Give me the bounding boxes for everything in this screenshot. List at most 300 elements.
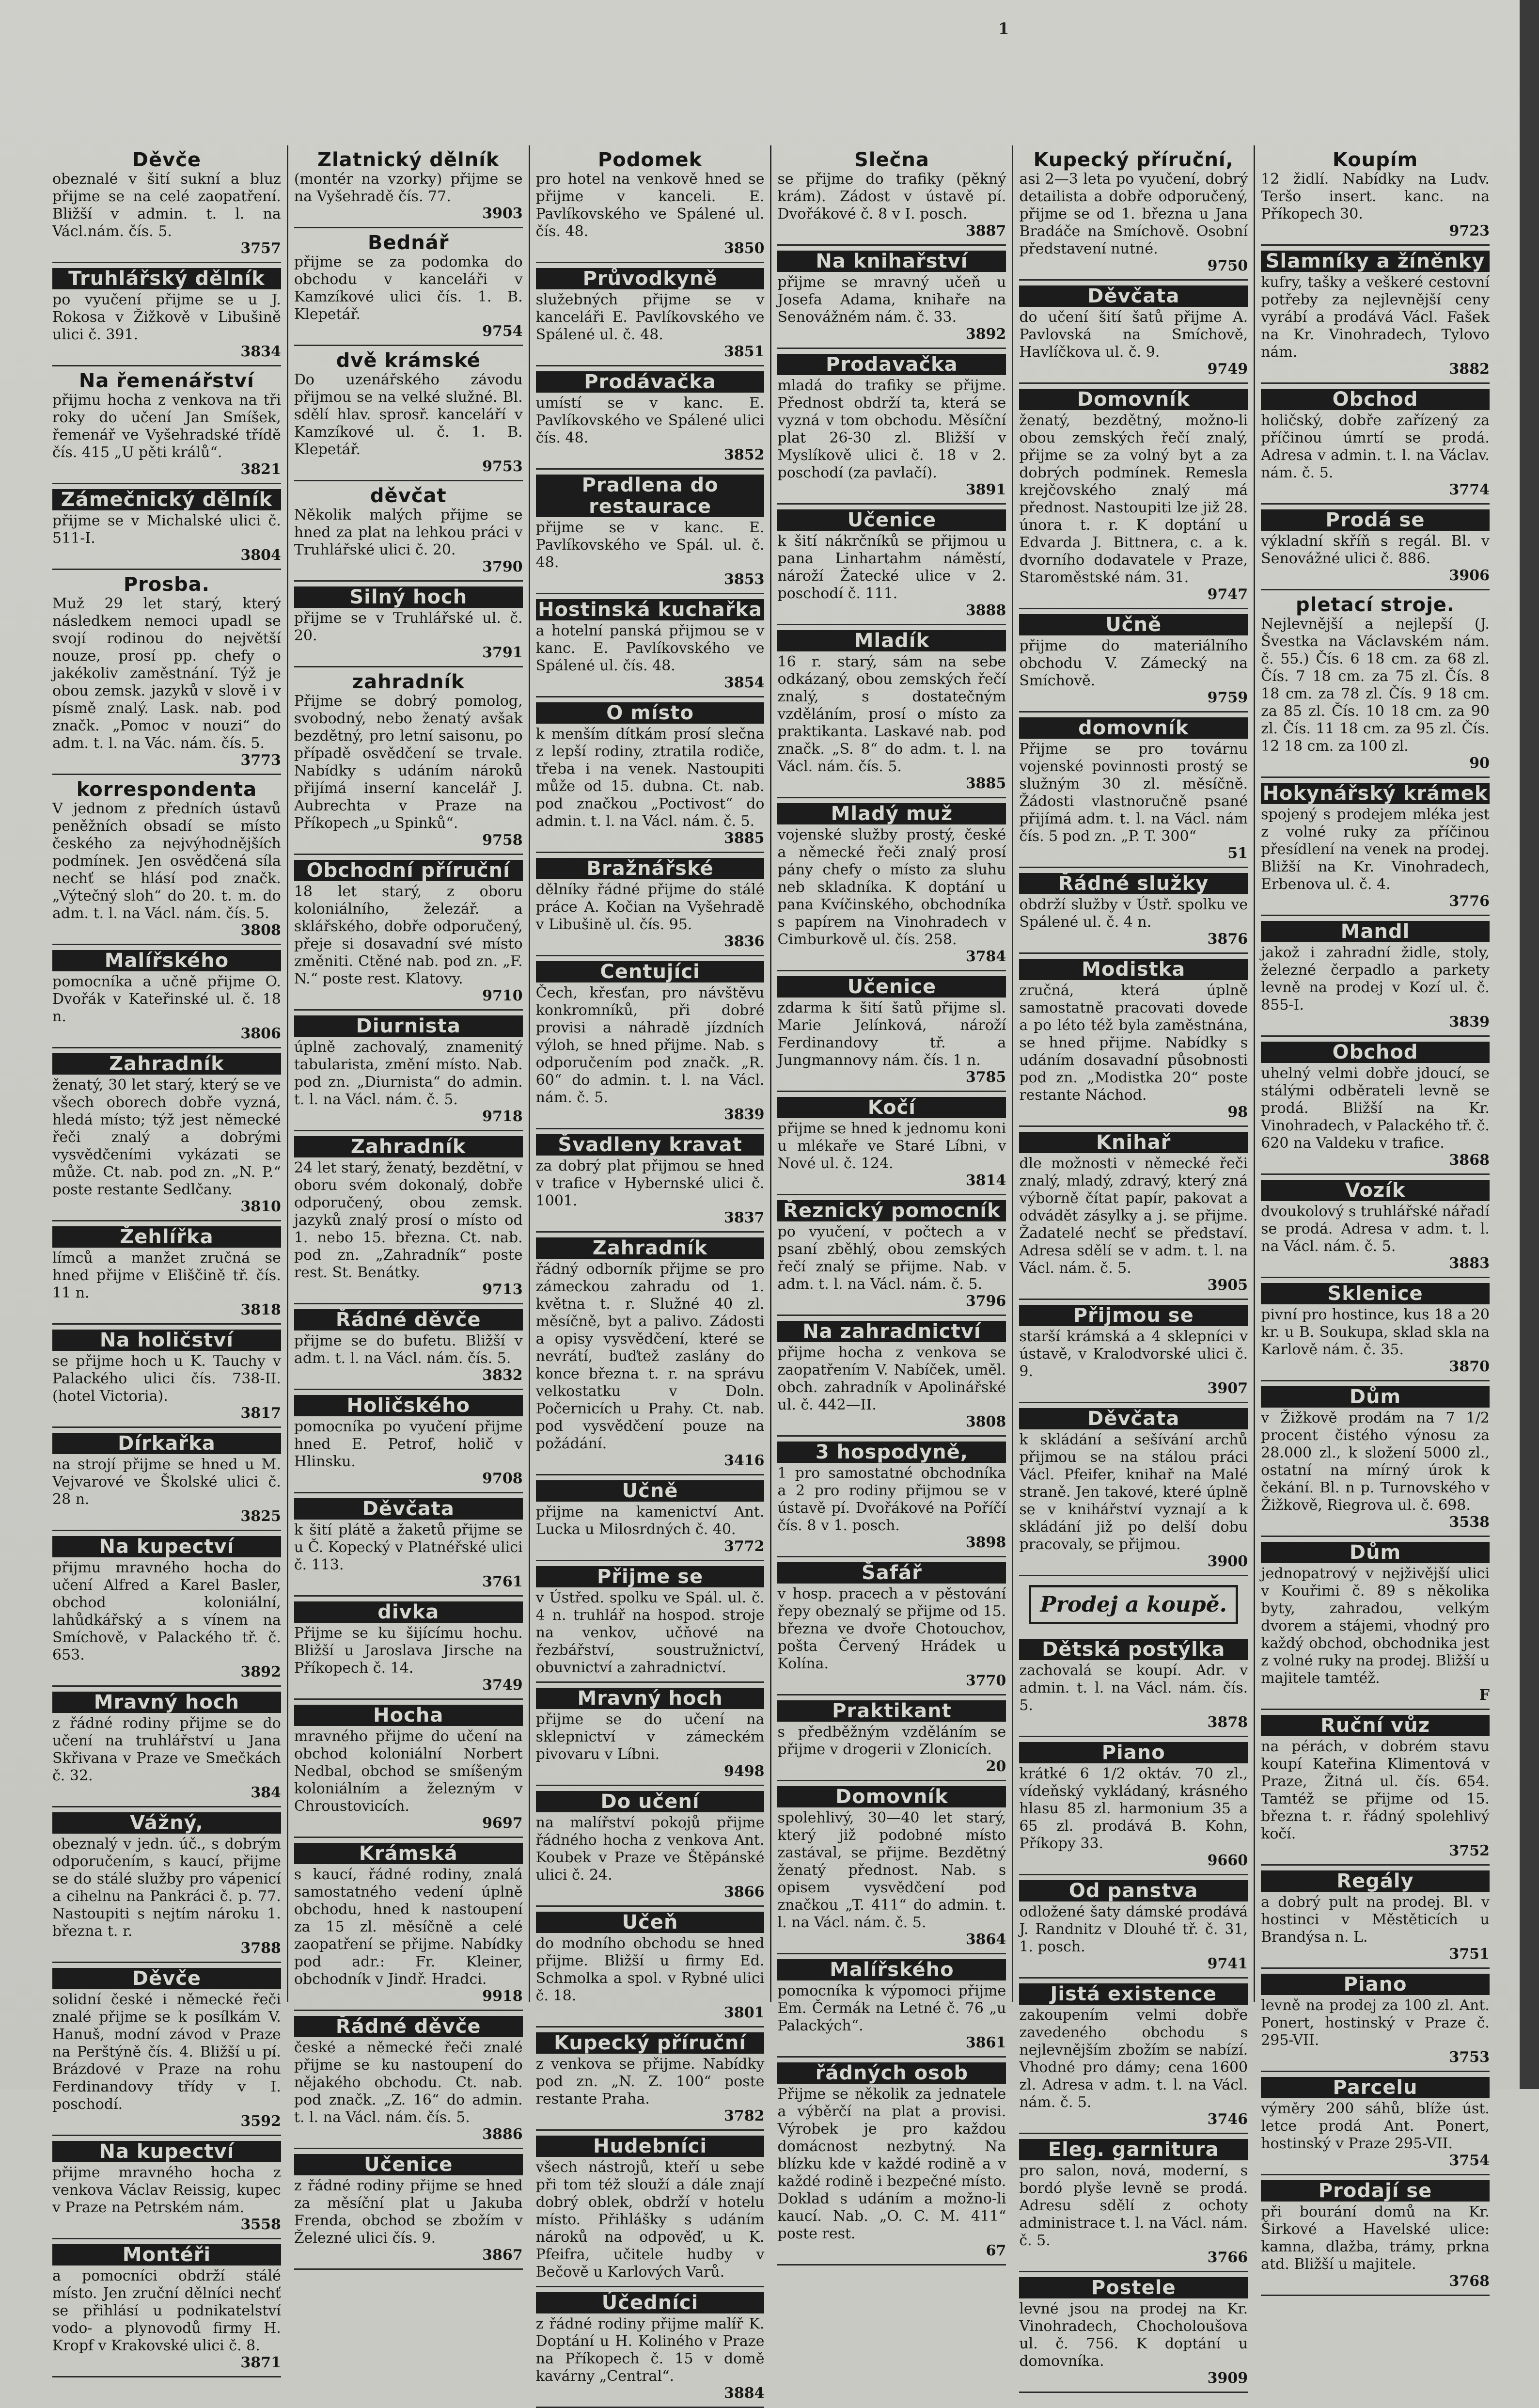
- ad-heading: Děvčata: [1019, 285, 1248, 307]
- ad-heading: Koupím: [1332, 149, 1418, 171]
- ad-number: 3538: [1449, 1514, 1490, 1531]
- ad-number: 3891: [965, 481, 1006, 498]
- ad-heading: Slečna: [854, 149, 929, 171]
- classified-ad: [777, 2058, 1006, 2265]
- ad-heading: O místo: [536, 702, 765, 724]
- ad-heading: Slamníky a žíněnky: [1261, 251, 1490, 272]
- ad-number: 3832: [482, 1367, 523, 1384]
- ad-text: odložené šaty dámské prodává J. Randnitz v Dlouhé tř. č. 31, 1. posch.: [1019, 1903, 1248, 1955]
- classified-ad: [1261, 145, 1490, 246]
- classified-ad: [294, 481, 523, 582]
- classified-ad: [1019, 2134, 1248, 2272]
- classified-ad: [1019, 384, 1248, 609]
- classified-ad: [1261, 590, 1490, 778]
- ad-text: na strojí přijme se hned u M. Vejvarové ve Školské ulici č. 28 n.: [52, 1456, 281, 1508]
- ad-text: k šití plátě a žaketů přijme se u Č. Kopecký v Platnéřské ulici č. 113.: [294, 1521, 523, 1573]
- classified-ad: [1019, 609, 1248, 713]
- ad-number: 3416: [723, 1452, 765, 1469]
- classified-ad: [52, 1048, 281, 1221]
- ad-number: 3892: [240, 1663, 281, 1680]
- ad-number: 3753: [1449, 2049, 1490, 2066]
- ad-number: 3888: [965, 602, 1006, 619]
- ad-number: 3900: [1207, 1553, 1248, 1570]
- ad-text: přijme se hned k jednomu koni u mlékaře ve Staré Líbni, v Nové ul. č. 124.: [777, 1120, 1006, 1172]
- ad-number: 3761: [482, 1573, 523, 1590]
- ad-text: 1 pro samostatné obchodníka a 2 pro rodiny přijmou se v ústavě pí. Dvořákové na Poříčí čís. 8 v 1. posch.: [777, 1465, 1006, 1534]
- classified-ad: [52, 2136, 281, 2239]
- classified-ad: [52, 1325, 281, 1428]
- classified-ad: [1261, 1278, 1490, 1381]
- classified-ad: [777, 349, 1006, 505]
- ad-text: české a německé řeči znalé přijme se ku nastoupení do nějakého obchodu. Ct. nab. pod značk. „Z. 16“ do admin. t. l. na Václ. nám. čís. 5.: [294, 2039, 523, 2126]
- ad-heading: Obchod: [1261, 1042, 1490, 1063]
- ad-text: pomocníka a učně přijme O. Dvořák v Kateřinské ul. č. 18 n.: [52, 973, 281, 1025]
- ad-number: 3825: [240, 1508, 281, 1525]
- ad-text: pomocníka k výpomoci přijme Em. Čermák na Letné č. 76 „u Palackých“.: [777, 1982, 1006, 2034]
- ad-heading: Dům: [1261, 1386, 1490, 1408]
- ad-heading: Parcelu: [1261, 2077, 1490, 2098]
- ad-heading: Ruční vůz: [1261, 1715, 1490, 1736]
- ad-text: se přijme hoch u K. Tauchy v Palackého ulici čís. 738-II. (hotel Victoria).: [52, 1353, 281, 1405]
- classified-ad: [777, 1437, 1006, 1557]
- ad-heading: Prodají se: [1261, 2180, 1490, 2202]
- classified-ad: [536, 263, 765, 366]
- ad-text: k menším dítkám prosí slečna z lepší rodiny, ztratila rodiče, třeba i na venek. Nastoupiti může od 15. dubna. Ct. nab. pod značkou „Poctivost“ do admin. t. l. na Václ. nám. č. 5.: [535, 726, 765, 830]
- classified-ad: [536, 1233, 765, 1475]
- ad-number: 3882: [1449, 361, 1490, 378]
- ad-heading: Obchod: [1261, 389, 1490, 410]
- ad-text: pro hotel na venkově hned se přijme v kanceli. E. Pavlíkovského ve Spálené ul. čís. 48.: [535, 171, 765, 240]
- ad-text: z řádné rodiny přijme se do učení na truhlářství u Jana Skřivana v Praze ve Smečkách č. 32.: [52, 1715, 281, 1784]
- ad-text: řádný odborník přijme se pro zámeckou zahradu od 1. května t. r. Služné 40 zl. měsíčně, byt a palivo. Zádosti a opisy vysvědčení, které se nevrátí, buďtež zaslány do konce března t. r. na správu velkostatku v Doln. Počernicích u Prahy. Ct. nab. pod vysvědčení pouze na požádání.: [535, 1261, 765, 1452]
- ad-number: 3903: [482, 205, 523, 222]
- classified-ad: [536, 1786, 765, 1907]
- ad-number: 3909: [1207, 2370, 1248, 2387]
- ad-text: uhelný velmi dobře jdoucí, se stálými odběrateli levně se prodá. Bližší na Kr. Vinohradech, v Palackého tř. č. 620 na Valdeku v trafice.: [1261, 1065, 1490, 1152]
- ad-number: 3836: [723, 933, 765, 950]
- ad-heading: Vážný,: [52, 1812, 281, 1834]
- ad-text: mravného přijme do učení na obchod koloniální Norbert Nedbal, obchod se smíšeným koloniálním a železným v Chroustovicích.: [294, 1728, 523, 1815]
- ad-number: 3746: [1207, 2111, 1248, 2128]
- ad-heading: Na zahradnictví: [777, 1321, 1006, 1342]
- ad-text: solidní české i německé řeči znalé přijme se k posílkám V. Hanuš, modní závod v Praze na Perštýně čís. 4. Bližší u pí. Brázdové v Praze na rohu Ferdinandovy třídy v I. poschodí.: [52, 1991, 281, 2113]
- classified-ad: [294, 2011, 523, 2149]
- ad-number: 3784: [965, 948, 1006, 965]
- ad-number: 3821: [240, 461, 281, 478]
- ad-column: [1012, 145, 1254, 2387]
- ad-number: 3883: [1449, 1255, 1490, 1272]
- ad-number: 3766: [1207, 2249, 1248, 2266]
- ad-text: kufry, tašky a veškeré cestovní potřeby za nejlevnější ceny vyrábí a prodává Václ. Fašek na Kr. Vinohradech, Tylovo nám.: [1261, 274, 1490, 361]
- classified-ad: [1019, 1300, 1248, 1403]
- ad-heading: Do učení: [536, 1791, 765, 1812]
- ad-heading: Zahradník: [294, 1136, 523, 1157]
- ad-number: 3907: [1207, 1380, 1248, 1397]
- ad-number: F: [1479, 1687, 1490, 1704]
- ad-text: pro salon, nová, moderní, s bordó plyše levně se prodá. Adresu sdělí z ochoty administrace t. l. na Václ. nám. č. 5.: [1019, 2162, 1248, 2249]
- ad-heading: Učenice: [777, 976, 1006, 998]
- classified-ad: [294, 346, 523, 481]
- ad-number: 3788: [240, 1940, 281, 1957]
- ad-number: 3906: [1449, 567, 1490, 584]
- ad-number: 3898: [965, 1534, 1006, 1551]
- classified-ad: [294, 1493, 523, 1597]
- ad-number: 3791: [482, 644, 523, 661]
- ad-number: 3867: [482, 2247, 523, 2264]
- ad-text: z venkova se přijme. Nabídky pod zn. „N. Z. 100“ poste restante Praha.: [535, 2056, 765, 2107]
- classified-ad: [52, 2239, 281, 2377]
- classified-ad: [1019, 954, 1248, 1127]
- classified-ad: [52, 1687, 281, 1807]
- ad-number: 9498: [723, 1763, 765, 1780]
- ad-heading: Prodávačka: [536, 371, 765, 393]
- ad-text: výkladní skříň s regál. Bl. v Senovážné ulici č. 886.: [1261, 533, 1490, 567]
- ad-heading: Piano: [1019, 1742, 1248, 1763]
- classified-ad: [294, 667, 523, 855]
- classified-ad: [536, 853, 765, 956]
- ad-heading: Silný hoch: [294, 586, 523, 608]
- ad-heading: Mravný hoch: [536, 1688, 765, 1709]
- ad-number: 3866: [723, 1884, 765, 1901]
- ad-number: 3751: [1449, 1946, 1490, 1963]
- ad-number: 3808: [965, 1413, 1006, 1430]
- classified-ad: [536, 1683, 765, 1786]
- ad-heading: Montéři: [52, 2244, 281, 2265]
- ad-number: 3885: [723, 830, 765, 847]
- classified-ad: [1261, 384, 1490, 505]
- classified-ad: [1019, 1127, 1248, 1300]
- ad-heading: Regály: [1261, 1870, 1490, 1892]
- ad-text: k skládání a sešívání archů přijmou se na stálou práci Václ. Pfeifer, knihař na Malé straně. Jen takové, které úplně se v knihářství vyznají a k skládání již po delší dobu pracovaly, se přijmou.: [1019, 1431, 1248, 1553]
- ad-number: 3850: [723, 240, 765, 257]
- ad-heading: Postele: [1019, 2277, 1248, 2298]
- ad-heading: Mandl: [1261, 921, 1490, 942]
- ad-text: zachovalá se koupí. Adr. v admin. t. l. na Václ. nám. čís. 5.: [1019, 1662, 1248, 1714]
- ad-number: 3851: [723, 343, 765, 360]
- ad-text: spojený s prodejem mléka jest z volné ruky za příčinou přesídlení na venek na prodej. Bližší na Kr. Vinohradech, Erbenova ul. č. 4.: [1261, 806, 1490, 893]
- ad-number: 3839: [1449, 1014, 1490, 1030]
- ad-heading: Děvče: [132, 149, 202, 171]
- ad-number: 3782: [723, 2107, 765, 2124]
- ad-text: límců a manžet zručná se hned přijme v Eliščině tř. čís. 11 n.: [52, 1250, 281, 1301]
- ad-number: 3768: [1449, 2273, 1490, 2290]
- classified-ad: [1261, 1866, 1490, 1969]
- ad-text: dle možnosti v německé řeči znalý, mladý, zdravý, který zná výborně čítat papír, pakovat a odvádět zásylky a j. se přijme. Žadatelé nechť se představí. Adresa sdělí se v adm. t. l. na Václ. nám. č. 5.: [1019, 1155, 1248, 1277]
- ad-heading: Kupecký příruční,: [1033, 149, 1234, 171]
- ad-number: 90: [1469, 755, 1490, 772]
- classified-ad: [1261, 246, 1490, 384]
- ad-heading: Učenice: [777, 509, 1006, 531]
- ad-heading: Řádné děvče: [294, 1309, 523, 1331]
- ad-number: 3752: [1449, 1842, 1490, 1859]
- classified-ad: [1019, 1737, 1248, 1875]
- ad-number: 9741: [1207, 1955, 1248, 1972]
- ad-text: výměry 200 sáhů, blíže úst. letce prodá Ant. Ponert, hostinský v Praze 295-VII.: [1261, 2100, 1490, 2152]
- ad-number: 3774: [1449, 481, 1490, 498]
- ad-heading: Učeň: [536, 1912, 765, 1933]
- ad-number: 3885: [965, 775, 1006, 792]
- classified-ad: [1019, 281, 1248, 384]
- classified-ad: [777, 505, 1006, 625]
- ad-text: přijme se mravný učeň u Josefa Adama, knihaře na Senovážném nám. č. 33.: [777, 274, 1006, 326]
- ad-text: mladá do trafiky se přijme. Přednost obdrží ta, která se vyzná v tom obchodu. Měsíční plat 26-30 zl. Bližší v Myslíkově ulici č. 18 v 2. poschodí (za pavlačí).: [777, 377, 1006, 481]
- ad-text: 16 r. starý, sám na sebe odkázaný, obou zemských řečí znalý, s dostatečným vzděláním, prosí o místo za praktikanta. Laskavé nab. pod značk. „S. 8“ do adm. t. l. na Václ. nám. čís. 5.: [777, 653, 1006, 775]
- ad-number: 3892: [965, 326, 1006, 343]
- ad-text: po vyučení přijme se u J. Rokosa v Žižkově v Libušině ulici č. 391.: [52, 291, 281, 343]
- classified-ad: [536, 2028, 765, 2131]
- classified-ad: [1019, 145, 1248, 281]
- ad-number: 3817: [240, 1405, 281, 1422]
- ad-number: 3592: [240, 2113, 281, 2130]
- classified-ad: [52, 1807, 281, 1963]
- ad-number: 3772: [723, 1538, 765, 1555]
- ad-heading: Malířského: [52, 950, 281, 971]
- classified-ad: [294, 228, 523, 346]
- ad-number: 3818: [240, 1301, 281, 1318]
- ad-number: 98: [1227, 1104, 1248, 1121]
- ad-number: 3837: [723, 1209, 765, 1226]
- classified-ad: [1261, 2072, 1490, 2175]
- classified-ad: [536, 145, 765, 263]
- ad-number: 9750: [1207, 257, 1248, 274]
- ad-number: 67: [986, 2242, 1006, 2259]
- ad-heading: Sklenice: [1261, 1283, 1490, 1304]
- ad-heading: Kočí: [777, 1097, 1006, 1118]
- ad-text: se přijme do trafiky (pěkný krám). Zádost v ústavě pí. Dvořákové č. 8 v I. posch.: [777, 171, 1006, 222]
- ad-heading: Mladík: [777, 630, 1006, 651]
- ad-heading: Řádné děvče: [294, 2016, 523, 2037]
- ad-text: 18 let starý, z oboru koloniálního, železář. a sklářského, dobře odporučený, přeje si dosavadní své místo změniti. Ctěné nab. pod zn. „F. N.“ poste rest. Klatovy.: [294, 883, 523, 987]
- ad-text: obeznalé v šití sukní a bluz přijme se na celé zaopatření. Bližší v admin. t. l. na Václ.nám. čís. 5.: [52, 171, 281, 240]
- classified-ad: [536, 697, 765, 853]
- ad-heading: Na kupectví: [52, 1536, 281, 1557]
- ad-heading: Eleg. garnitura: [1019, 2139, 1248, 2160]
- ad-heading: zahradník: [352, 671, 465, 693]
- classified-ad: [536, 2287, 765, 2408]
- classified-ad: [1019, 2272, 1248, 2393]
- ad-heading: 3 hospodyně,: [777, 1442, 1006, 1463]
- ad-heading: domovník: [1019, 717, 1248, 739]
- ad-heading: Mravný hoch: [52, 1692, 281, 1713]
- ad-heading: Piano: [1261, 1974, 1490, 1995]
- classified-ad: [52, 1963, 281, 2136]
- ad-text: na malířství pokojů přijme řádného hocha z venkova Ant. Koubek v Praze ve Štěpánské ulici č. 24.: [535, 1814, 765, 1884]
- ad-heading: Praktikant: [777, 1700, 1006, 1722]
- classified-ad: [777, 798, 1006, 971]
- classified-ad: [1261, 1537, 1490, 1710]
- ad-heading: divka: [294, 1601, 523, 1623]
- classified-ad: [777, 1092, 1006, 1195]
- ad-text: levně na prodej za 100 zl. Ant. Ponert, hostinský v Praze č. 295-VII.: [1261, 1997, 1490, 2049]
- ad-columns: [47, 145, 1495, 2402]
- ad-text: s kaucí, řádné rodiny, znalá samostatného vedení úplně obchodu, hned k nastoupení za 15 zl. měsíčně a celé zaopatření se přijme. Nabídky pod adr.: Fr. Kleiner, obchodník v Jindř. Hradci.: [294, 1866, 523, 1988]
- ad-number: 3886: [482, 2126, 523, 2143]
- classified-ad: [777, 1195, 1006, 1316]
- ad-heading: dvě krámské: [336, 349, 481, 372]
- ad-text: Muž 29 let starý, který následkem nemoci upadl se svojí rodinou do největší nouze, prosí pp. chefy o jakékoliv zaměstnání. Týž je obou zemsk. jazyků v slově i v písmě znalý. Lask. nab. pod značk. „Pomoc v nouzi“ do adm. t. l. na Vác. nám. čís. 5.: [52, 595, 281, 752]
- classified-ad: [777, 1695, 1006, 1781]
- ad-heading: korrespondenta: [76, 778, 257, 801]
- ad-number: 3785: [965, 1069, 1006, 1086]
- classified-ad: [52, 1428, 281, 1531]
- classified-ad: [52, 145, 281, 263]
- classified-ad: [536, 2131, 765, 2287]
- ad-number: 51: [1227, 845, 1248, 862]
- ad-heading: Učně: [1019, 614, 1248, 635]
- classified-ad: [52, 1221, 281, 1325]
- ad-number: 3806: [240, 1025, 281, 1042]
- ad-column: [770, 145, 1012, 2259]
- ad-heading: Malířského: [777, 1959, 1006, 1980]
- ad-text: a pomocníci obdrží stálé místo. Jen zruční dělníci nechť se přihlásí u podnikatelství vodo- a plynovodů firmy H. Kropf v Krakovské ulici č. 8.: [52, 2267, 281, 2354]
- classified-ad: [1261, 778, 1490, 916]
- ad-heading: Domovník: [777, 1786, 1006, 1807]
- ad-heading: Jistá existence: [1019, 1983, 1248, 2005]
- ad-number: 9753: [482, 458, 523, 475]
- ad-column: [47, 145, 287, 2371]
- ad-text: přijme se do bufetu. Bližší v adm. t. l. na Václ. nám. čís. 5.: [294, 1332, 523, 1367]
- ad-text: přijme mravného hocha z venkova Václav Reissig, kupec v Praze na Petrském nám.: [52, 2164, 281, 2216]
- classified-ad: [1019, 1979, 1248, 2134]
- ad-heading: Řeznický pomocník: [777, 1200, 1006, 1221]
- ad-text: přijmu hocha z venkova na tři roky do učení Jan Smíšek, řemenář ve Vyšehradské třídě čís. 415 „U pěti králů“.: [52, 392, 281, 461]
- ad-text: po vyučení, v počtech a v psaní zběhlý, obou zemských řečí znalý se přijme. Nab. v adm. t. l. na Václ. nám. č. 5.: [777, 1223, 1006, 1293]
- ad-number: 3834: [240, 343, 281, 360]
- classified-ad: [1261, 505, 1490, 590]
- ad-heading: Hudebníci: [536, 2136, 765, 2157]
- ad-text: Přijme se několik za jednatele a výběrčí na plat a provisi. Výrobek je pro každou domácnost nezbytný. Na blízku kde v každé rodině a v každé rodině i bezpečné místo. Doklad s udáním a možno-li kaucí. Nab. „O. C. M. 411“ poste rest.: [777, 2086, 1006, 2242]
- ad-number: 3770: [965, 1672, 1006, 1689]
- ad-number: 9697: [482, 1815, 523, 1832]
- ad-heading: Dětská postýlka: [1019, 1639, 1248, 1660]
- ad-number: 9723: [1449, 222, 1490, 239]
- ad-text: ženatý, 30 let starý, který se ve všech oborech dobře vyzná, hledá místo; týž jest německé řeči znalý a dobrými vysvědčeními vykázati se může. Ct. nab. pod zn. „N. P.“ poste restante Sedlčany.: [52, 1077, 281, 1198]
- ad-text: pomocníka po vyučení přijme hned E. Petrof, holič v Hlinsku.: [294, 1418, 523, 1470]
- classified-ad: [1261, 1969, 1490, 2072]
- ad-heading: Prosba.: [123, 573, 210, 596]
- classified-ad: [52, 484, 281, 570]
- ad-text: spolehlivý, 30—40 let starý, který již podobné místo zastával, se přijme. Bezdětný ženatý přednost. Nab. s opisem vysvědčení pod značkou „T. 411“ do admin. t. l. na Václ. nám. č. 5.: [777, 1809, 1006, 1931]
- ad-text: jednopatrový v nejživější ulici v Kouřimi č. 89 s několika byty, zahradou, velkým dvorem a stájemi, vhodný pro každý obchod, obchodnika jest z volné ruky na prodej. Bližší u majitele tamtéž.: [1261, 1565, 1490, 1687]
- classified-ad: [777, 971, 1006, 1092]
- classified-ad: [294, 1597, 523, 1700]
- ad-heading: Řádné služky: [1019, 873, 1248, 894]
- ad-heading: Učně: [536, 1480, 765, 1502]
- ad-text: přijme do materiálního obchodu V. Zámecký na Smíchově.: [1019, 637, 1248, 689]
- ad-number: 9710: [482, 987, 523, 1004]
- ad-heading: Bednář: [368, 232, 449, 254]
- ad-number: 3810: [240, 1198, 281, 1215]
- ad-heading: Diurnista: [294, 1015, 523, 1037]
- classified-ad: [52, 570, 281, 775]
- classified-ad: [294, 1838, 523, 2011]
- ad-text: přijme se do učení na sklepnictví v zámeckém pivovaru v Líbni.: [535, 1711, 765, 1763]
- ad-number: 9713: [482, 1281, 523, 1298]
- ad-text: dělníky řádné přijme do stálé práce A. Kočian na Vyšehradě v Libušině ul. čís. 95.: [535, 881, 765, 933]
- classified-ad: [1261, 1175, 1490, 1278]
- ad-heading: Na knihařství: [777, 251, 1006, 272]
- ad-text: holičský, dobře zařízený za příčinou úmrtí se prodá. Adresa v admin. t. l. na Václav. nám. č. 5.: [1261, 412, 1490, 481]
- ad-text: zakoupením velmi dobře zavedeného obchodu s nejlevnějším zbožím se nabízí. Vhodné pro dámy; cena 1600 zl. Adresa v adm. t. l. na Václ. nám. č. 5.: [1019, 2007, 1248, 2111]
- ad-text: služebných přijme se v kanceláři E. Pavlíkovského ve Spálené ul. č. 48.: [535, 291, 765, 343]
- ad-text: z řádné rodiny přijme malíř K. Doptání u H. Koliného v Praze na Příkopech č. 15 v domě kavárny „Central“.: [535, 2315, 765, 2385]
- ad-text: obeznalý v jedn. úč., s dobrým odporučením, s kaucí, přijme se do stálé služby pro vápenicí a cihelnu na Pankráci č. p. 77. Nastoupiti s nejtím nároku 1. března t. r.: [52, 1836, 281, 1940]
- ad-heading: Šafář: [777, 1562, 1006, 1584]
- ad-text: a dobrý pult na prodej. Bl. v hostinci v Městěticích u Brandýsa n. L.: [1261, 1894, 1490, 1946]
- ad-text: starší krámská a 4 sklepníci v ústavě, v Kralodvorské ulici č. 9.: [1019, 1328, 1248, 1380]
- classified-ad: [777, 1954, 1006, 2058]
- ad-heading: Děvčata: [1019, 1408, 1248, 1429]
- ad-heading: pletací stroje.: [1296, 594, 1455, 616]
- classified-ad: [294, 582, 523, 667]
- ad-text: vojenské služby prostý, české a německé řeči znalý prosí pány chefy o místo za sluhu neb skladníka. K doptání u pana Kvíčinského, obchodníka s papírem na Vinohradech v Cimburkově ul. čís. 258.: [777, 826, 1006, 948]
- ad-text: k šití nákrčníků se přijmou u pana Linhartahm náměstí, nároží Žatecké ulice v 2. poschodí č. 111.: [777, 533, 1006, 602]
- ad-text: dvoukolový s truhlářské nářadí se prodá. Adresa v adm. t. l. na Václ. nám. č. 5.: [1261, 1203, 1490, 1255]
- ad-heading: Obchodní příruční: [294, 860, 523, 881]
- classified-ad: [1261, 1381, 1490, 1537]
- ad-heading: Zlatnický dělník: [317, 149, 500, 171]
- ad-text: při bourání domů na Kr. Širkové a Havelské ulice: kamna, dlažba, trámy, prkna atd. Bližší u majitele.: [1261, 2203, 1490, 2273]
- ad-text: asi 2—3 leta po vyučení, dobrý detailista a dobře odporučený, přijme se od 1. března u Jana Bradáče na Smíchově. Osobní představení nutné.: [1019, 171, 1248, 257]
- classified-ad: [294, 2149, 523, 2270]
- classified-ad: [536, 366, 765, 470]
- ad-number: 3878: [1207, 1714, 1248, 1731]
- ad-text: Několik malých přijme se hned za plat na lehkou práci v Truhlářské ulici č. 20.: [294, 507, 523, 558]
- ad-number: 3887: [965, 222, 1006, 239]
- classified-ad: [1019, 1875, 1248, 1979]
- ad-column: [1254, 145, 1495, 2290]
- ad-heading: Děvče: [52, 1968, 281, 1989]
- section-heading: Prodej a koupě.: [1029, 1585, 1238, 1624]
- ad-text: přijmu mravného hocha do učení Alfred a Karel Basler, obchod koloniální, lahůdkářský a s vínem na Smíchově, v Palackého tř. č. 653.: [52, 1559, 281, 1663]
- classified-ad: [294, 1131, 523, 1304]
- ad-number: 9759: [1207, 689, 1248, 706]
- ad-heading: Holičského: [294, 1395, 523, 1416]
- ad-heading: Žehlířka: [52, 1226, 281, 1248]
- ad-heading: Na holičství: [52, 1330, 281, 1351]
- classified-ad: [1019, 713, 1248, 868]
- ad-heading: Knihař: [1019, 1132, 1248, 1153]
- ad-column: [287, 145, 529, 2264]
- classified-ad: [294, 855, 523, 1011]
- ad-text: v Žižkově prodám na 7 1/2 procent čistého výnosu za 28.000 zl., k složení 5000 zl., ostatní na mírný úrok k čekání. Bl. n p. Turnovského v Žižkově, Riegrova ul. č. 698.: [1261, 1410, 1490, 1514]
- ad-text: Nejlevnější a nejlepší (J. Švestka na Václavském nám. č. 55.) Čís. 6 18 cm. za 68 zl. Čís. 7 18 cm. za 75 zl. Čís. 8 18 cm. za 78 zl. Čís. 9 18 cm. za 85 zl. Čís. 10 18 cm. za 90 zl. Čís. 11 18 cm. za 95 zl. Čís. 12 18 cm. za 100 zl.: [1261, 616, 1490, 755]
- ad-text: za dobrý plat přijmou se hned v trafice v Hybernské ulici č. 1001.: [535, 1157, 765, 1209]
- ad-number: 9708: [482, 1470, 523, 1487]
- classified-ad: [52, 263, 281, 366]
- ad-number: 3876: [1207, 931, 1248, 948]
- ad-number: 3839: [723, 1106, 765, 1123]
- ad-text: 12 židlí. Nabídky na Ludv. Teršo insert. kanc. na Příkopech 30.: [1261, 171, 1490, 222]
- ad-text: levné jsou na prodej na Kr. Vinohradech, Chocholoušova ul. č. 756. K doptání u domovníka.: [1019, 2300, 1248, 2370]
- ad-text: do učení šití šatů přijme A. Pavlovská na Smíchově, Havlíčkova ul. č. 9.: [1019, 309, 1248, 361]
- ad-number: 3905: [1207, 1277, 1248, 1294]
- ad-heading: Pradlena do restaurace: [536, 475, 765, 517]
- ad-heading: řádných osob: [777, 2062, 1006, 2084]
- ad-number: 3558: [240, 2216, 281, 2233]
- ad-heading: Mladý muž: [777, 803, 1006, 824]
- classified-ad: [1261, 1037, 1490, 1175]
- ad-text: pivní pro hostince, kus 18 a 20 kr. u B. Soukupa, sklad skla na Karlově nám. č. 35.: [1261, 1306, 1490, 1358]
- ad-heading: Krámská: [294, 1843, 523, 1864]
- classified-ad: [1261, 916, 1490, 1037]
- ad-heading: Na řemenářství: [79, 370, 254, 392]
- ad-text: na pérách, v dobrém stavu koupí Kateřina Klimentová v Praze, Žitná ul. čís. 654. Tamtéž se přijme od 15. března t. r. řádný spolehlivý kočí.: [1261, 1738, 1490, 1842]
- ad-heading: Děvčata: [294, 1498, 523, 1520]
- ad-number: 3854: [723, 674, 765, 691]
- ad-text: z řádné rodiny přijme se hned za měsíční plat u Jakuba Frenda, obchod se zbožím v Železné ulici čís. 9.: [294, 2177, 523, 2247]
- classified-ad: [536, 1907, 765, 2028]
